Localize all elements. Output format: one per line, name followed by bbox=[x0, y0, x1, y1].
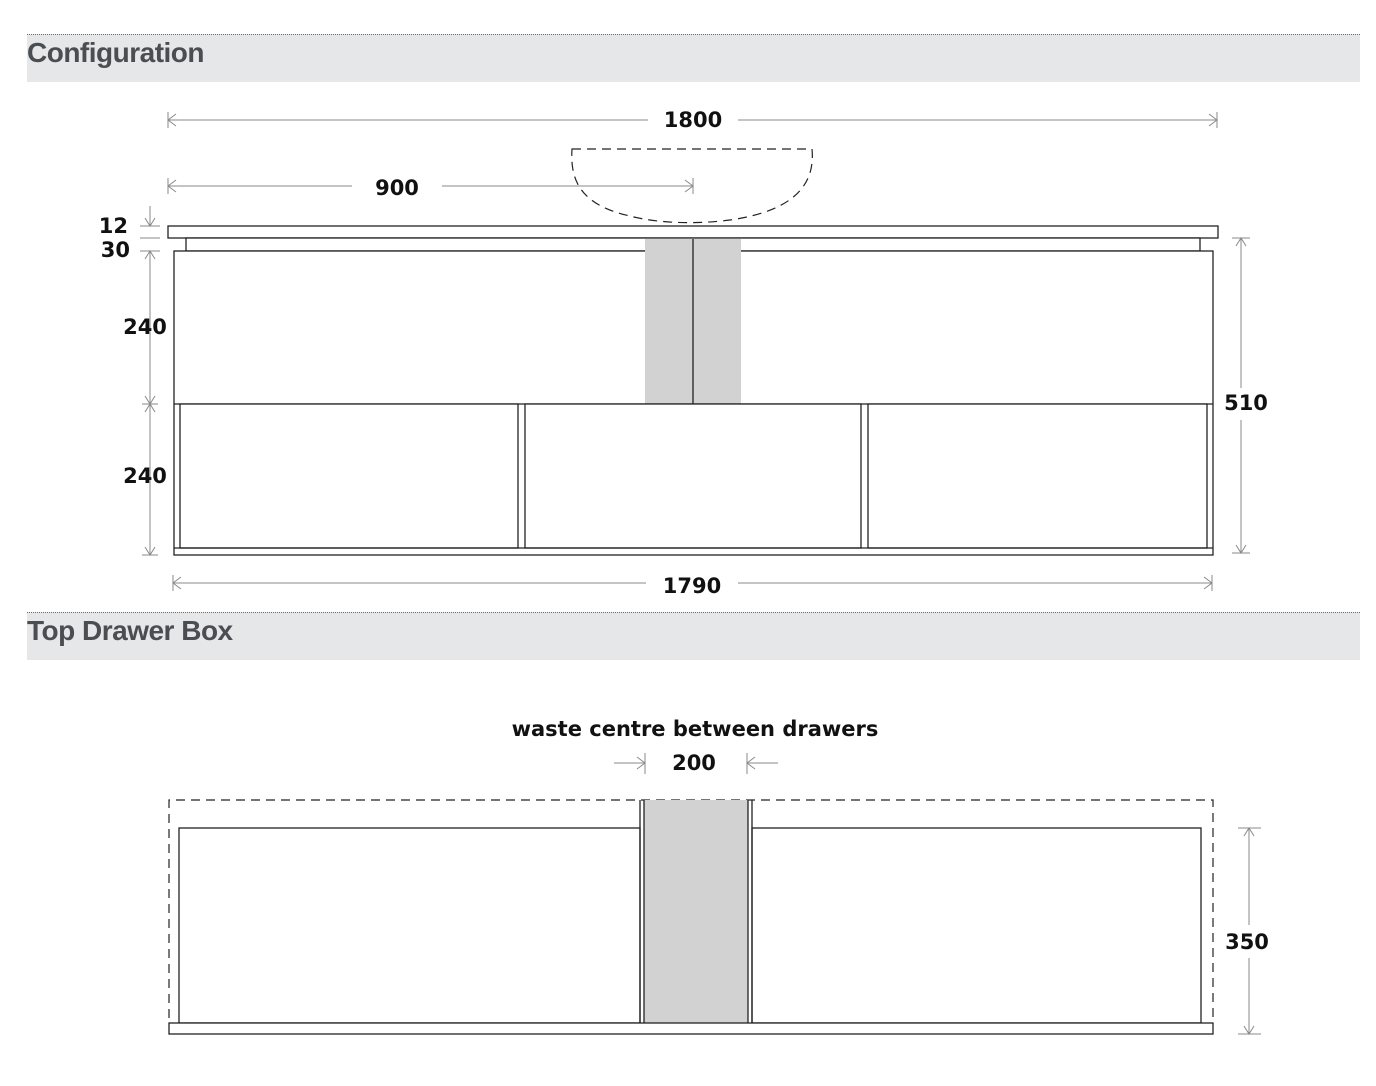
configuration-drawing bbox=[99, 108, 1268, 598]
top-thickness-label: 12 bbox=[98, 214, 128, 238]
overall-width-label: 1800 bbox=[663, 108, 723, 132]
total-height-label: 510 bbox=[1224, 391, 1268, 415]
bottom-drawer-height-label: 240 bbox=[123, 464, 167, 488]
dimension-drawer-height bbox=[1225, 828, 1269, 1034]
bottom-drawer-middle bbox=[525, 404, 861, 548]
top-drawer-box-title: Top Drawer Box bbox=[27, 615, 233, 646]
basin-centre-label: 900 bbox=[375, 176, 419, 200]
dimension-overall-width bbox=[168, 108, 1217, 132]
waste-caption: waste centre between drawers bbox=[511, 717, 879, 741]
bottom-drawer-left bbox=[180, 404, 518, 548]
cabinet-width-label: 1790 bbox=[662, 574, 722, 598]
dimension-left-heights bbox=[99, 206, 167, 555]
waste-channel bbox=[644, 800, 748, 1023]
drawer-height-label: 350 bbox=[1225, 930, 1269, 954]
rail-height-label: 30 bbox=[100, 238, 130, 262]
dimension-basin-centre bbox=[168, 176, 693, 200]
waste-gap-label: 200 bbox=[672, 751, 716, 775]
configuration-title: Configuration bbox=[27, 37, 205, 68]
top-drawer-drawing bbox=[169, 717, 1269, 1034]
top-drawer-height-label: 240 bbox=[123, 315, 167, 339]
top-drawer-left bbox=[179, 828, 640, 1023]
top-drawer-right bbox=[752, 828, 1201, 1023]
dimension-waste-gap bbox=[614, 751, 778, 775]
dimension-cabinet-width bbox=[173, 574, 1212, 598]
dimension-total-height bbox=[1224, 238, 1268, 553]
benchtop bbox=[168, 226, 1218, 238]
bottom-drawer-right bbox=[868, 404, 1207, 548]
drawer-base bbox=[169, 1023, 1213, 1034]
